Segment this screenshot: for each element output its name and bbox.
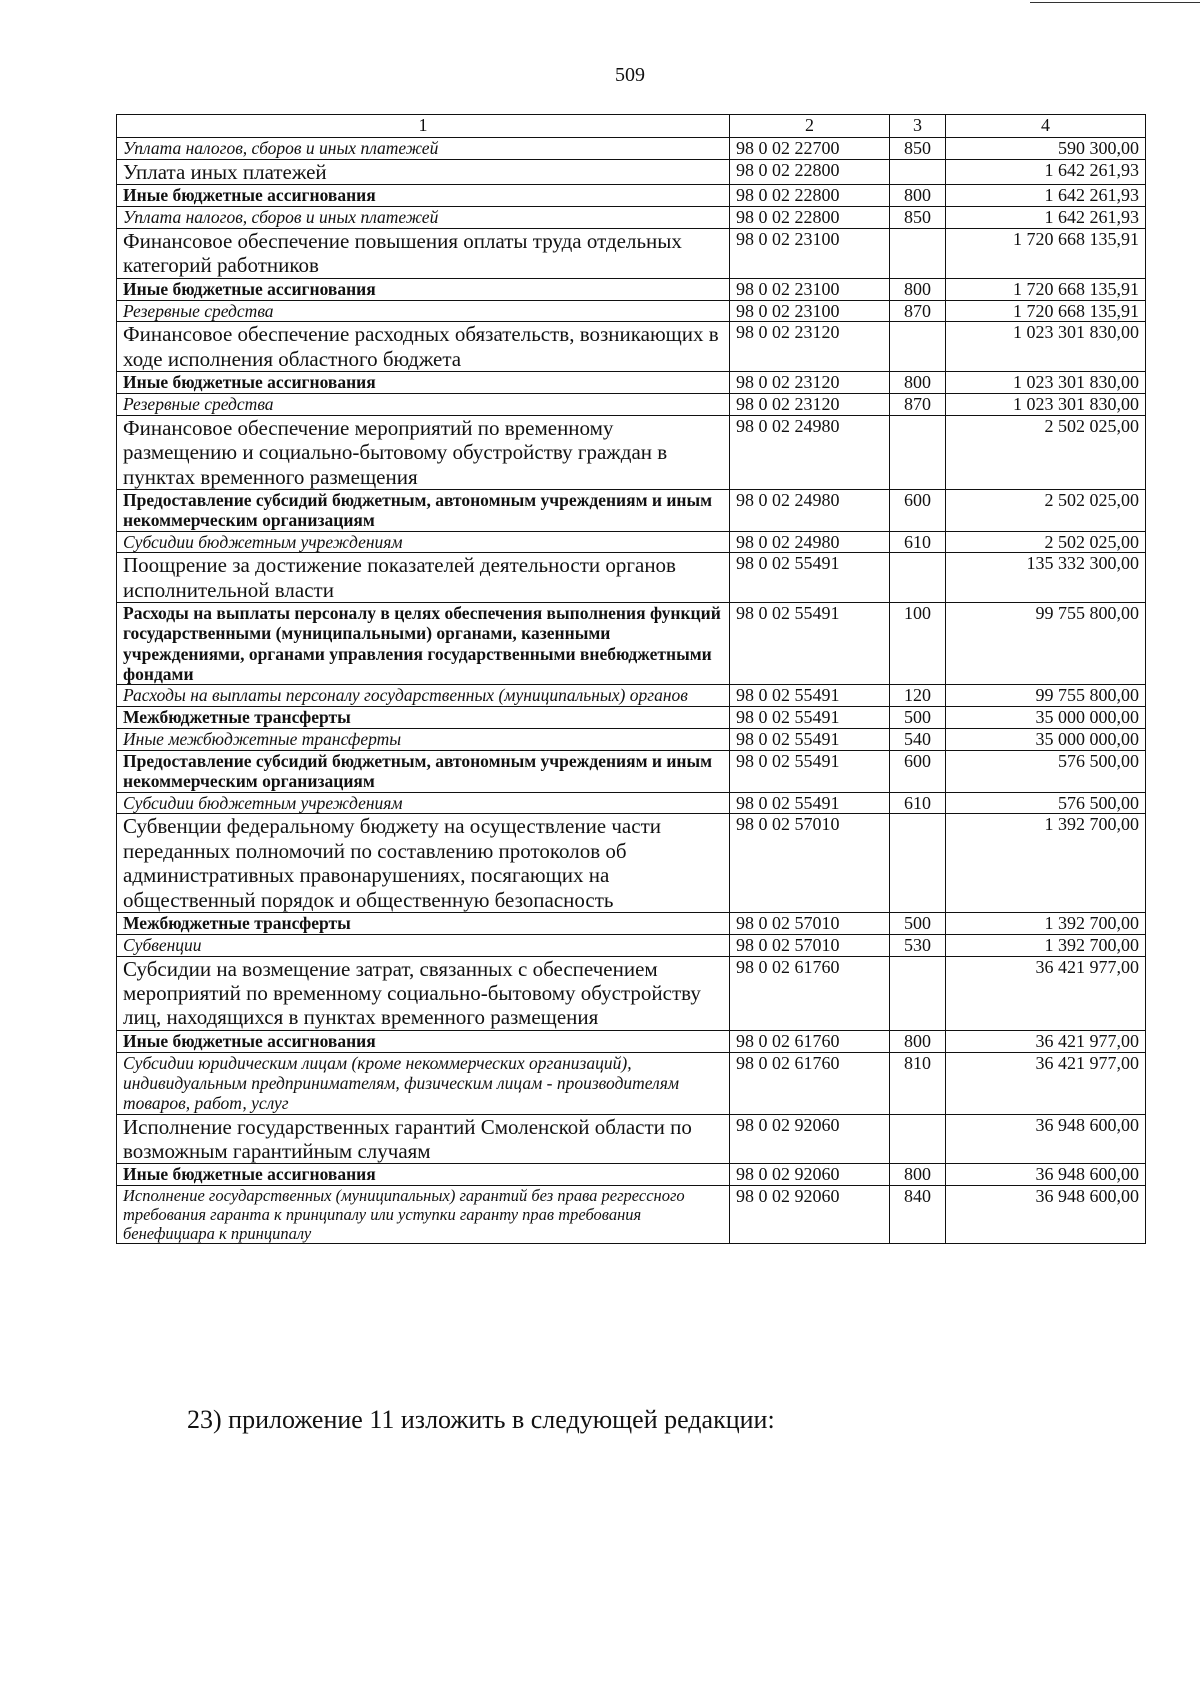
row-amount-cell: 1 720 668 135,91 [946, 228, 1146, 278]
row-name-cell: Исполнение государственных гарантий Смоленской области по возможным гарантийным случаям [117, 1114, 730, 1164]
row-code-cell: 98 0 02 22800 [730, 207, 890, 229]
row-type-cell: 800 [890, 278, 946, 300]
row-code-cell: 98 0 02 24980 [730, 490, 890, 532]
row-type-cell: 870 [890, 394, 946, 416]
table-row [117, 415, 1146, 489]
row-code-cell: 98 0 02 55491 [730, 707, 890, 729]
row-amount-cell: 576 500,00 [946, 792, 1146, 814]
table-header-row [117, 115, 1146, 138]
row-amount-cell: 36 948 600,00 [946, 1114, 1146, 1164]
row-amount-cell: 1 392 700,00 [946, 814, 1146, 912]
row-code-cell: 98 0 02 61760 [730, 956, 890, 1030]
row-amount-cell: 576 500,00 [946, 751, 1146, 793]
table-row [117, 956, 1146, 1030]
row-name-cell: Резервные средства [117, 394, 730, 416]
row-amount-cell: 1 642 261,93 [946, 207, 1146, 229]
row-code-cell: 98 0 02 23120 [730, 322, 890, 372]
row-amount-cell: 1 023 301 830,00 [946, 394, 1146, 416]
row-type-cell: 120 [890, 685, 946, 707]
row-type-cell: 810 [890, 1052, 946, 1114]
row-type-cell: 540 [890, 729, 946, 751]
table-row [117, 372, 1146, 394]
row-type-cell: 870 [890, 300, 946, 322]
row-code-cell: 98 0 02 23100 [730, 278, 890, 300]
table-row [117, 685, 1146, 707]
table-row [117, 751, 1146, 793]
table-row [117, 934, 1146, 956]
row-name-cell: Субсидии на возмещение затрат, связанных с обеспечением мероприятий по временному социально-бытовому обустройству лиц, находящихся в пунктах временного размещения [117, 956, 730, 1030]
row-type-cell [890, 159, 946, 184]
footer-instruction: 23) приложение 11 изложить в следующей редакции: [187, 1405, 775, 1434]
row-amount-cell: 2 502 025,00 [946, 415, 1146, 489]
table-row [117, 185, 1146, 207]
table-row [117, 394, 1146, 416]
row-name-cell: Уплата иных платежей [117, 159, 730, 184]
row-name-cell: Иные бюджетные ассигнования [117, 278, 730, 300]
row-name-cell: Финансовое обеспечение мероприятий по временному размещению и социально-бытовому обустройству граждан в пунктах временного размещения [117, 415, 730, 489]
row-name-cell: Межбюджетные трансферты [117, 912, 730, 934]
row-type-cell: 610 [890, 531, 946, 553]
row-amount-cell: 36 421 977,00 [946, 956, 1146, 1030]
row-name-cell: Расходы на выплаты персоналу государственных (муниципальных) органов [117, 685, 730, 707]
row-code-cell: 98 0 02 22700 [730, 138, 890, 160]
row-type-cell: 500 [890, 912, 946, 934]
row-type-cell: 800 [890, 1030, 946, 1052]
row-name-cell: Иные межбюджетные трансферты [117, 729, 730, 751]
table-row [117, 729, 1146, 751]
row-code-cell: 98 0 02 55491 [730, 553, 890, 603]
row-name-cell: Субсидии юридическим лицам (кроме некоммерческих организаций), индивидуальным предпринимателям, физическим лицам - производителям товаров, работ, услуг [117, 1052, 730, 1114]
row-code-cell: 98 0 02 57010 [730, 814, 890, 912]
row-name-cell: Расходы на выплаты персоналу в целях обеспечения выполнения функций государственными (муниципальными) органами, казенными учреждениями, органами управления государственными внебюджетными фондами [117, 603, 730, 685]
row-amount-cell: 2 502 025,00 [946, 531, 1146, 553]
row-code-cell: 98 0 02 92060 [730, 1164, 890, 1186]
row-name-cell: Уплата налогов, сборов и иных платежей [117, 207, 730, 229]
row-type-cell: 100 [890, 603, 946, 685]
row-amount-cell: 1 392 700,00 [946, 912, 1146, 934]
table-row [117, 228, 1146, 278]
column-header-code: 2 [730, 115, 890, 138]
row-type-cell: 610 [890, 792, 946, 814]
table-body [117, 138, 1146, 1244]
page-number: 509 [615, 64, 645, 86]
top-rule [1030, 2, 1200, 3]
row-type-cell: 800 [890, 185, 946, 207]
row-type-cell: 600 [890, 751, 946, 793]
row-amount-cell: 36 948 600,00 [946, 1164, 1146, 1186]
row-amount-cell: 1 023 301 830,00 [946, 322, 1146, 372]
row-code-cell: 98 0 02 57010 [730, 934, 890, 956]
row-code-cell: 98 0 02 23100 [730, 228, 890, 278]
row-name-cell: Уплата налогов, сборов и иных платежей [117, 138, 730, 160]
row-amount-cell: 135 332 300,00 [946, 553, 1146, 603]
row-code-cell: 98 0 02 61760 [730, 1052, 890, 1114]
row-type-cell [890, 553, 946, 603]
row-name-cell: Резервные средства [117, 300, 730, 322]
row-name-cell: Субвенции [117, 934, 730, 956]
row-amount-cell: 36 421 977,00 [946, 1030, 1146, 1052]
row-amount-cell: 590 300,00 [946, 138, 1146, 160]
row-name-cell: Иные бюджетные ассигнования [117, 372, 730, 394]
table-row [117, 490, 1146, 532]
row-code-cell: 98 0 02 61760 [730, 1030, 890, 1052]
row-name-cell: Иные бюджетные ассигнования [117, 1030, 730, 1052]
row-amount-cell: 1 642 261,93 [946, 159, 1146, 184]
row-type-cell [890, 814, 946, 912]
table-row [117, 531, 1146, 553]
row-code-cell: 98 0 02 92060 [730, 1114, 890, 1164]
row-name-cell: Финансовое обеспечение расходных обязательств, возникающих в ходе исполнения областного бюджета [117, 322, 730, 372]
table-row [117, 553, 1146, 603]
row-name-cell: Иные бюджетные ассигнования [117, 185, 730, 207]
row-amount-cell: 1 023 301 830,00 [946, 372, 1146, 394]
row-name-cell: Межбюджетные трансферты [117, 707, 730, 729]
row-amount-cell: 35 000 000,00 [946, 729, 1146, 751]
row-name-cell: Предоставление субсидий бюджетным, автономным учреждениям и иным некоммерческим организациям [117, 751, 730, 793]
table-row [117, 207, 1146, 229]
table-row [117, 322, 1146, 372]
row-type-cell [890, 322, 946, 372]
table-row [117, 1186, 1146, 1244]
table-row [117, 603, 1146, 685]
row-name-cell: Субсидии бюджетным учреждениям [117, 531, 730, 553]
table-row [117, 138, 1146, 160]
row-amount-cell: 2 502 025,00 [946, 490, 1146, 532]
row-name-cell: Предоставление субсидий бюджетным, автономным учреждениям и иным некоммерческим организациям [117, 490, 730, 532]
row-name-cell: Финансовое обеспечение повышения оплаты труда отдельных категорий работников [117, 228, 730, 278]
row-type-cell: 840 [890, 1186, 946, 1244]
row-code-cell: 98 0 02 92060 [730, 1186, 890, 1244]
row-type-cell: 800 [890, 1164, 946, 1186]
row-code-cell: 98 0 02 55491 [730, 603, 890, 685]
row-code-cell: 98 0 02 23120 [730, 394, 890, 416]
row-code-cell: 98 0 02 55491 [730, 729, 890, 751]
row-name-cell: Исполнение государственных (муниципальных) гарантий без права регрессного требования гаранта к принципалу или уступки гаранту прав требования бенефициара к принципалу [117, 1186, 730, 1244]
row-amount-cell: 1 392 700,00 [946, 934, 1146, 956]
table-row [117, 278, 1146, 300]
row-amount-cell: 99 755 800,00 [946, 685, 1146, 707]
row-type-cell: 600 [890, 490, 946, 532]
table-row [117, 159, 1146, 184]
row-code-cell: 98 0 02 24980 [730, 531, 890, 553]
column-header-name: 1 [117, 115, 730, 138]
row-type-cell [890, 415, 946, 489]
row-code-cell: 98 0 02 55491 [730, 792, 890, 814]
row-amount-cell: 36 421 977,00 [946, 1052, 1146, 1114]
row-amount-cell: 1 642 261,93 [946, 185, 1146, 207]
budget-table [116, 114, 1146, 1244]
row-name-cell: Иные бюджетные ассигнования [117, 1164, 730, 1186]
row-type-cell: 850 [890, 138, 946, 160]
row-amount-cell: 36 948 600,00 [946, 1186, 1146, 1244]
table-row [117, 1052, 1146, 1114]
column-header-type: 3 [890, 115, 946, 138]
row-code-cell: 98 0 02 22800 [730, 185, 890, 207]
table-row [117, 792, 1146, 814]
row-amount-cell: 35 000 000,00 [946, 707, 1146, 729]
row-type-cell: 800 [890, 372, 946, 394]
row-type-cell: 530 [890, 934, 946, 956]
row-name-cell: Субвенции федеральному бюджету на осуществление части переданных полномочий по составлению протоколов об административных правонарушениях, посягающих на общественный порядок и общественную безопасность [117, 814, 730, 912]
row-type-cell [890, 1114, 946, 1164]
table-row [117, 1114, 1146, 1164]
table-row [117, 1164, 1146, 1186]
row-code-cell: 98 0 02 24980 [730, 415, 890, 489]
column-header-amount: 4 [946, 115, 1146, 138]
row-type-cell: 500 [890, 707, 946, 729]
row-amount-cell: 99 755 800,00 [946, 603, 1146, 685]
table-row [117, 300, 1146, 322]
table-row [117, 912, 1146, 934]
row-amount-cell: 1 720 668 135,91 [946, 278, 1146, 300]
row-type-cell [890, 956, 946, 1030]
row-name-cell: Субсидии бюджетным учреждениям [117, 792, 730, 814]
row-type-cell: 850 [890, 207, 946, 229]
row-code-cell: 98 0 02 55491 [730, 751, 890, 793]
row-name-cell: Поощрение за достижение показателей деятельности органов исполнительной власти [117, 553, 730, 603]
table-row [117, 814, 1146, 912]
row-code-cell: 98 0 02 57010 [730, 912, 890, 934]
row-code-cell: 98 0 02 22800 [730, 159, 890, 184]
table-row [117, 707, 1146, 729]
table-row [117, 1030, 1146, 1052]
row-code-cell: 98 0 02 23120 [730, 372, 890, 394]
row-code-cell: 98 0 02 55491 [730, 685, 890, 707]
row-code-cell: 98 0 02 23100 [730, 300, 890, 322]
row-type-cell [890, 228, 946, 278]
row-amount-cell: 1 720 668 135,91 [946, 300, 1146, 322]
